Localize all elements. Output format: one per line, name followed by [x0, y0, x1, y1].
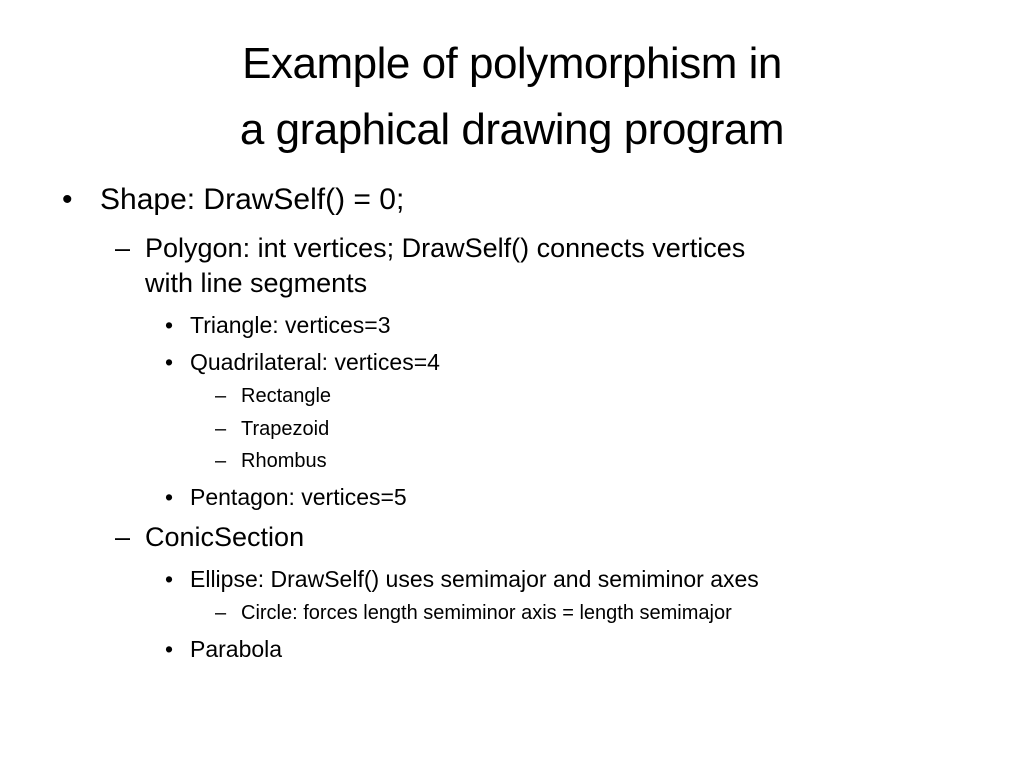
dash-icon: – — [115, 522, 131, 552]
list-item-pentagon: Pentagon: vertices=5 — [190, 484, 407, 510]
bullet-icon: • — [165, 636, 174, 662]
list-item-rhombus: Rhombus — [241, 450, 327, 472]
list-item-shape: Shape: DrawSelf() = 0; — [100, 183, 405, 216]
slide-title-line-2: a graphical drawing program — [239, 105, 785, 154]
dash-icon: – — [215, 418, 227, 440]
list-item-circle: Circle: forces length semiminor axis = length semimajor — [241, 602, 732, 624]
bullet-icon: • — [165, 349, 174, 375]
dash-icon: – — [115, 233, 131, 263]
slide-title-line-1: Example of polymorphism in — [242, 39, 782, 88]
list-item-trapezoid: Trapezoid — [241, 418, 330, 440]
bullet-icon: • — [165, 312, 174, 338]
list-item-parabola: Parabola — [190, 636, 283, 662]
dash-icon: – — [215, 450, 227, 472]
list-item-polygon-continuation: with line segments — [145, 268, 368, 298]
list-item-ellipse: Ellipse: DrawSelf() uses semimajor and semiminor axes — [190, 566, 759, 592]
bullet-icon: • — [165, 566, 174, 592]
bullet-icon: • — [62, 183, 73, 216]
bullet-icon: • — [165, 484, 174, 510]
dash-icon: – — [215, 385, 227, 407]
list-item-quadrilateral: Quadrilateral: vertices=4 — [190, 349, 440, 375]
list-item-conicsection: ConicSection — [145, 522, 305, 552]
list-item-triangle: Triangle: vertices=3 — [190, 312, 391, 338]
dash-icon: – — [215, 602, 227, 624]
list-item-polygon: Polygon: int vertices; DrawSelf() connects vertices — [145, 233, 746, 263]
list-item-rectangle: Rectangle — [241, 385, 332, 407]
